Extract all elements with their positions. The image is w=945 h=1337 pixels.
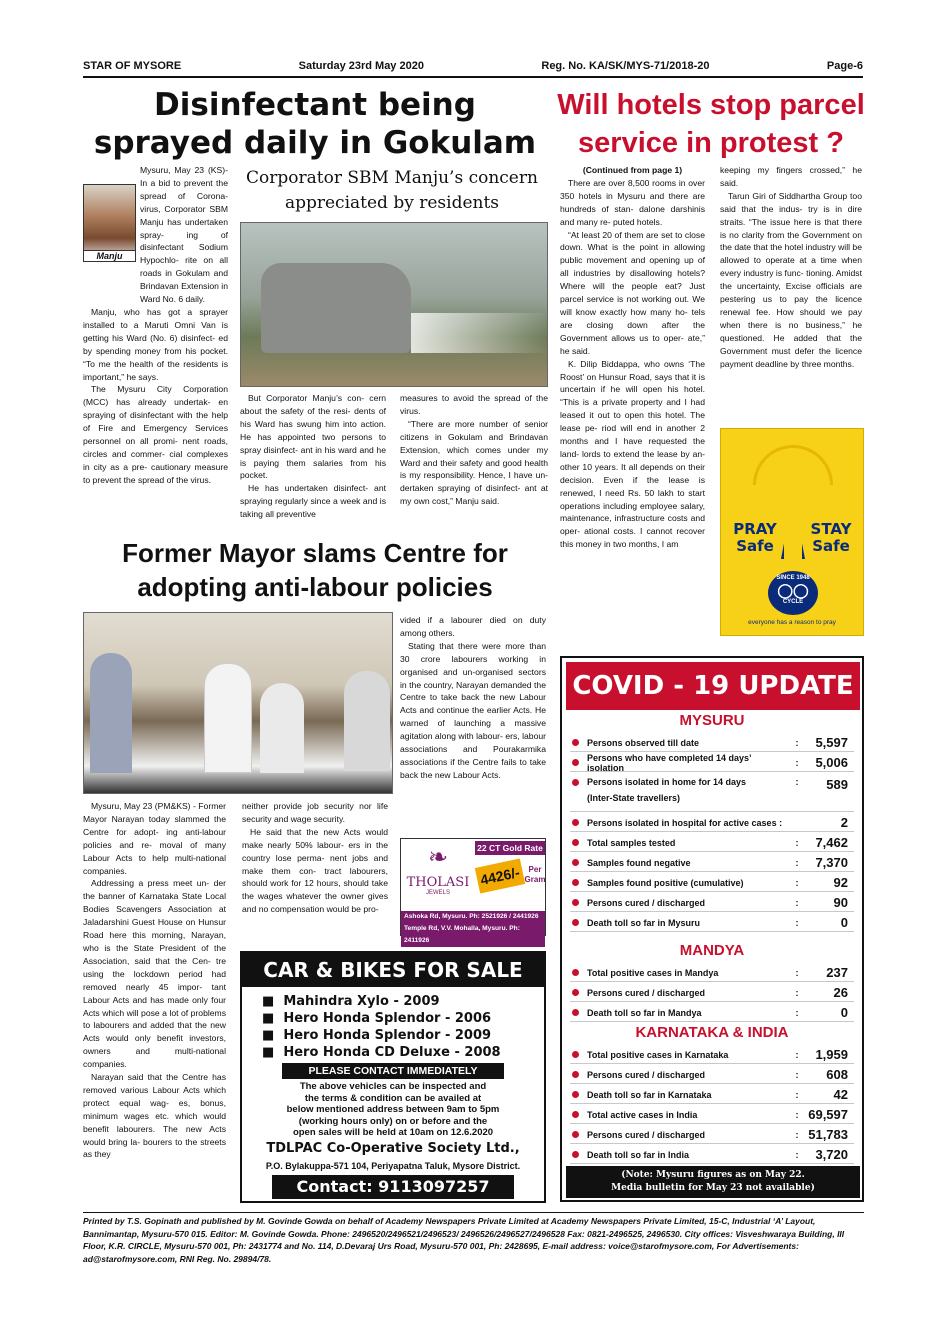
vehicle-item: ■ Hero Honda Splendor - 2009: [262, 1028, 492, 1043]
bullet-icon: [572, 759, 579, 766]
story3-col2: [242, 800, 388, 916]
colon: :: [795, 1069, 799, 1080]
stay-safe: Safe: [812, 537, 850, 555]
covid-row-value: 608: [826, 1067, 848, 1082]
contact-immediately-bar: PLEASE CONTACT IMMEDIATELY: [282, 1063, 504, 1079]
imprint-footer: Printed by T.S. Gopinath and published by M. Govinde Gowda on behalf of Academy Newspapers Private Limited at Academy Newspapers Private Limited, 15-C, Industrial ‘A’ Layout, Bannimantap, Mysuru-570 015. Editor: M. Govinde Gowda. Phone: 2496520/2496521/2496523/ 2496526/2496527/2496528 Fax: 0821-2496525, 2496530. City offices: Visveshwaraya Building, III Floor, K.R. CIRCLE, Mysuru-570 001, Ph: 2431774 and No. 114, D.Devaraj Urs Road, Mysuru-570 001, Ph: 2428695, E-mail address: voice@starofmysore.com, For Advertisements: ad@starofmysore.com, RNI Reg. No. 29894/78.: [83, 1212, 864, 1265]
vehicle-list: [262, 993, 542, 1061]
covid-row: [570, 1126, 854, 1144]
stay-text: [805, 521, 857, 555]
story3-p2: Addressing a press meet un- der the banner of Karnataka State Local Bodies Scavengers Association at Jaladarshini Guest House on Hunsur Road here this morning, Narayan, who is the State President of the Association, said that the Cen- tre using the lockdown period had removed nearly 45 impor- tant Labour Acts and has made only four Acts which will pose a lot of problems to labourers and added that the new Acts would only benefit investors, owners and multi-national companies.: [83, 878, 226, 1070]
covid-row-value: 0: [840, 1005, 848, 1020]
covid-row-label: Total samples tested: [587, 837, 676, 848]
story3-p1: Mysuru, May 23 (PM&KS) - Former Mayor Narayan today slammed the Centre for adopt- ing anti-labour policies and re- moval of many Labour Acts to help multi-national companies.: [83, 801, 226, 876]
covid-row: [570, 1066, 854, 1084]
bullet-icon: [572, 899, 579, 906]
covid-row-value: 26: [833, 985, 848, 1000]
covid-row-label: Death toll so far in Mysuru: [587, 917, 701, 928]
mandya-heading: MANDYA: [679, 942, 745, 959]
bullet-icon: [572, 1051, 579, 1058]
gold-price: 4426/-: [475, 859, 525, 894]
covid-row-value: 0: [840, 915, 848, 930]
covid-row: [570, 914, 854, 932]
covid-row-label: Samples found positive (cumulative): [587, 877, 744, 888]
bullet-icon: [572, 989, 579, 996]
terms-line-3: below mentioned address between 9am to 5pm: [286, 1104, 500, 1115]
covid-title: COVID - 19 UPDATE: [566, 662, 860, 710]
car-ad-terms: [242, 1081, 544, 1139]
covid-row-value: 1,959: [815, 1047, 848, 1062]
van-photo: [240, 222, 548, 387]
story1-p6: measures to avoid the spread of the virus.: [400, 393, 548, 416]
colon: :: [795, 897, 799, 908]
press-meet-photo: [83, 612, 393, 794]
colon: :: [795, 967, 799, 978]
tholasi-name: THOLASI: [406, 875, 470, 890]
covid-row-value: 589: [826, 777, 848, 792]
bullet-icon: [572, 969, 579, 976]
covid-row: [570, 1086, 854, 1104]
bullet-icon: [572, 779, 579, 786]
covid-row: [570, 814, 854, 832]
spray-mist: [411, 313, 548, 353]
colon: :: [795, 1007, 799, 1018]
covid-row-label: Death toll so far in Mandya: [587, 1007, 702, 1018]
vehicle-item: ■ Hero Honda Splendor - 2006: [262, 1011, 492, 1026]
covid-row-label: Persons cured / discharged: [587, 987, 706, 998]
covid-row-value: 69,597: [808, 1107, 848, 1122]
story2-col1: [560, 164, 705, 551]
story3-col3: [400, 614, 546, 782]
terms-line-2: the terms & condition can be availed at: [304, 1092, 482, 1104]
story1-p3: The Mysuru City Corporation (MCC) has already undertak- en spraying of disinfectant with the help of Fire and Emergency Services personnel on all promi- nent roads, circles and commer- cial complexes in city as a pre- cautionary measure to prevent the spread of the virus.: [83, 384, 228, 485]
gold-per: Per Gram: [524, 865, 546, 884]
covid-row-label: Persons cured / discharged: [587, 897, 706, 908]
covid-row-label: [587, 777, 790, 803]
gold-addresses: [401, 911, 545, 947]
cycle-brand: CYCLE: [782, 599, 804, 605]
colon: :: [795, 1149, 799, 1160]
covid-row: [570, 1106, 854, 1124]
story1-p4: But Corporator Manju’s con- cern about the safety of the resi- dents of his Ward has swung him into action. He has appointed two persons to spray disinfect- ant in his ward and he is paying them salaries from his pocket.: [240, 393, 386, 481]
bullet-icon: [572, 919, 579, 926]
covid-row: [570, 894, 854, 912]
covid-row: [570, 874, 854, 892]
story1-subhead: Corporator SBM Manju’s concern appreciated by residents: [246, 168, 538, 213]
colon: :: [795, 757, 799, 768]
story1-col2: [240, 392, 386, 521]
covid-row-value: 42: [833, 1087, 848, 1102]
covid-row: [570, 734, 854, 752]
signal-waves: [753, 445, 833, 485]
story1-p7: “There are more number of senior citizens in Gokulam and Brindavan Extension, which comes under my Ward and their safety and good health is my responsibility. Hence, I have un- dertaken spraying of disinfect- ant at my own cost,” Manju said.: [400, 418, 548, 507]
pray-safe: Safe: [736, 537, 774, 555]
colon: :: [795, 857, 799, 868]
story1-headline: Disinfectant being sprayed daily in Gokulam: [93, 87, 537, 161]
covid-row-label: Persons observed till date: [587, 737, 700, 748]
covid-row-value: 7,462: [815, 835, 848, 850]
covid-note: [566, 1166, 860, 1198]
person-2: [204, 663, 252, 773]
covid-row-label: Persons cured / discharged: [587, 1129, 706, 1140]
bicycle-icon: ◯◯: [777, 582, 809, 598]
colon: :: [795, 987, 799, 998]
society-name: TDLPAC Co-Operative Society Ltd.,: [266, 1141, 520, 1156]
covid-row-label: Samples found negative: [587, 857, 691, 868]
covid-row-value: 2: [840, 815, 848, 830]
pray-tagline: everyone has a reason to pray: [748, 619, 836, 626]
mugshot-caption: Manju: [84, 250, 135, 261]
story3-headline: Former Mayor slams Centre for adopting anti-labour policies: [122, 538, 508, 602]
stay-word: STAY: [810, 520, 852, 538]
bullet-icon: [572, 819, 579, 826]
bullet-icon: [572, 879, 579, 886]
bullet-icon: [572, 1151, 579, 1158]
covid-update-box: [560, 656, 864, 1202]
vehicle-item: ■ Hero Honda CD Deluxe - 2008: [262, 1045, 501, 1060]
covid-row-label: Total active cases in India: [587, 1109, 698, 1120]
society-address: P.O. Bylakuppa-571 104, Periyapatna Taluk, Mysore District.: [265, 1161, 521, 1171]
pray-text: [729, 521, 781, 555]
page-number: Page-6: [826, 60, 863, 72]
gold-address-2: Temple Rd, V.V. Mohalla, Mysuru. Ph: 2411926: [404, 925, 520, 944]
pray-word: PRAY: [733, 520, 777, 538]
colon: :: [795, 1089, 799, 1100]
covid-row-value: 90: [833, 895, 848, 910]
karnataka-heading: KARNATAKA & INDIA: [635, 1024, 789, 1041]
covid-row: [570, 854, 854, 872]
tholasi-sub: JEWELS: [425, 890, 450, 896]
peacock-icon: ❧: [427, 844, 449, 871]
colon: :: [795, 917, 799, 928]
terms-line-1: The above vehicles can be inspected and: [299, 1081, 487, 1092]
tholasi-ad: [400, 838, 546, 944]
story3-p3: Narayan said that the Centre has removed various Labour Acts which protect equal wag- es, bonus, minimum wages etc. which would benefit labourers. The new Acts would bring la- bourers to the streets as they: [83, 1072, 226, 1160]
since-text: SINCE 1948: [776, 575, 810, 581]
story3-p5: He said that the new Acts would make nearly 50% labour- ers in the country lose perma- nent jobs and make them con- tract labourers, should work for 12 hours, should take the wages whatever the owner gives and no compensation would be pro-: [242, 826, 388, 915]
terms-line-5: open sales will be held at 10am on 12.6.2020: [292, 1127, 494, 1138]
bullet-icon: [572, 1131, 579, 1138]
page-header: [83, 60, 863, 78]
reg-number: Reg. No. KA/SK/MYS-71/2018-20: [541, 60, 710, 72]
colon: :: [795, 1109, 799, 1120]
covid-row-label: Persons who have completed 14 days’ isolation: [587, 752, 752, 773]
story2-p1: There are over 8,500 rooms in over 350 hotels in Mysuru and there are hundreds of stan- dalone darshinis and many re- puted hotels.: [560, 177, 705, 227]
covid-row: [570, 1146, 854, 1164]
story1-p5: He has undertaken disinfect- ant spraying regularly since a week and is taking all preventive: [240, 483, 386, 520]
bullet-icon: [572, 1071, 579, 1078]
colon: :: [795, 1129, 799, 1140]
story3-col1: [83, 800, 226, 1161]
covid-row-value: 51,783: [808, 1127, 848, 1142]
cycle-logo: [768, 571, 818, 615]
story2-headline: Will hotels stop parcel service in protest ?: [557, 89, 865, 159]
covid-row-value: 7,370: [815, 855, 848, 870]
story1-p1: Mysuru, May 23 (KS)- In a bid to prevent the spread of Corona- virus, Corporator SBM Manju has undertaken spray- ing of disinfectant Sodium Hypochlo- rite on all roads in Gokulam and Brindavan Extension in Ward No. 6 daily.: [140, 165, 228, 305]
covid-row-label: Persons cured / discharged: [587, 1069, 706, 1080]
tholasi-brand-box: [403, 841, 473, 911]
bullet-icon: [572, 1111, 579, 1118]
covid-row: [570, 834, 854, 852]
colon: :: [795, 837, 799, 848]
mysuru-heading: MYSURU: [679, 712, 745, 729]
covid-row-value: 5,597: [815, 735, 848, 750]
covid-row-label: Death toll so far in Karnataka: [587, 1089, 712, 1100]
contact-number: Contact: 9113097257: [272, 1175, 514, 1199]
terms-line-4: (working hours only) on or before and the: [298, 1115, 488, 1127]
pray-ad: [720, 428, 864, 636]
person-3: [260, 683, 304, 773]
car-ad-title: CAR & BIKES FOR SALE: [242, 953, 544, 987]
covid-row-label-line1: Persons isolated in home for 14 days: [587, 777, 747, 787]
colon: :: [795, 777, 799, 787]
tower-icon: [781, 515, 805, 559]
bullet-icon: [572, 859, 579, 866]
gold-rate-label: 22 CT Gold Rate: [475, 841, 545, 855]
covid-row: [570, 754, 854, 772]
story2-p3: K. Dilip Biddappa, who owns ‘The Roost’ on Hunsur Road, says that it is uncertain if he will open his hotel. “This is a private property and I had leased it out to open this hotel. The lease pe- riod will end in another 2 months and I have requested the land- lords to extend the lease by an- other 10 years. It all depends on their decision. Even if the lease is renewed, I need Rs. 50 lakh to start operations including employee salary, maintenance, infrastructure costs and oper- ational costs. I cannot recover this money in two months, I am: [560, 358, 705, 550]
car-sale-ad: [240, 951, 546, 1203]
covid-row-label-line2: (Inter-State travellers): [587, 793, 681, 803]
story2-cont: (Continued from page 1): [582, 165, 683, 175]
colon: :: [795, 737, 799, 748]
gold-address-1: Ashoka Rd, Mysuru. Ph: 2521926 / 2441926: [404, 913, 539, 920]
covid-row-value: 92: [833, 875, 848, 890]
bullet-icon: [572, 1009, 579, 1016]
issue-date: Saturday 23rd May 2020: [298, 60, 424, 72]
story2-p4: keeping my fingers crossed,” he said.: [720, 165, 862, 188]
story3-p7: Stating that there were more than 30 crore labourers working in organised and un-organised sectors in the country, Narayan demanded the Centre to take back the new Labour Acts and continue the earlier Acts. He warned of launching a massive agitation along with labour- ers, labour associations and Pourakarmika associations if the Centre fails to take back the new Labour Acts.: [400, 640, 546, 780]
bullet-icon: [572, 739, 579, 746]
covid-row-label: Death toll so far in India: [587, 1149, 690, 1160]
story1-p2: Manju, who has got a sprayer installed to a Maruti Omni Van is getting his Ward (No. 6) disinfect- ed by spending money from his pocket. “To me the health of the residents is important,” he says.: [83, 306, 228, 382]
covid-row: [570, 964, 854, 982]
person-1: [90, 653, 132, 773]
colon: :: [795, 877, 799, 888]
story1-col3: [400, 392, 548, 508]
note-line-1: (Note: Mysuru figures as on May 22.: [621, 1170, 805, 1180]
covid-row-label: Persons isolated in hospital for active cases :: [587, 817, 783, 828]
covid-row: [570, 1046, 854, 1064]
story3-p4: neither provide job security nor life security and wage security.: [242, 801, 388, 824]
paper-name: STAR OF MYSORE: [83, 60, 182, 72]
story1-col1: [83, 164, 228, 487]
bullet-icon: [572, 1091, 579, 1098]
covid-row-label: Total positive cases in Karnataka: [587, 1049, 729, 1060]
story2-col2: [720, 164, 862, 371]
covid-row: [570, 984, 854, 1002]
covid-row-value: 237: [826, 965, 848, 980]
covid-row-label: Total positive cases in Mandya: [587, 967, 719, 978]
covid-row: [570, 774, 854, 812]
person-4: [344, 671, 390, 771]
story3-p6: vided if a labourer died on duty among others.: [400, 615, 546, 638]
story2-p2: “At least 20 of them are set to close down. What is the point in allowing public movement and opening up of all industries by disallowing hotels? Where will the people eat? Just parcel service is not working out. We will know exactly how many ho- tels are closing down after the Government allows us to oper- ate,” he said.: [560, 229, 705, 356]
colon: :: [795, 1049, 799, 1060]
covid-row: [570, 1004, 854, 1022]
bullet-icon: [572, 839, 579, 846]
covid-row-value: 5,006: [815, 755, 848, 770]
vehicle-item: ■ Mahindra Xylo - 2009: [262, 994, 440, 1009]
story2-p5: Tarun Giri of Siddhartha Group too said that the indus- try is in dire straits. “The issue here is that there is no clarity from the Government on the date that the hotel industry will be allowed to operate at a time when every industry is func- tioning. Amidst the uncertainty, Excise officials are pestering us to pay the licence renewal fee. How should we pay when there is no business,” he questioned. He added that the Government must defer the licence payment deadline by three months.: [720, 190, 862, 369]
note-line-2: Media bulletin for May 23 not available): [611, 1183, 815, 1193]
van-body: [261, 263, 411, 353]
covid-row-value: 3,720: [815, 1147, 848, 1162]
